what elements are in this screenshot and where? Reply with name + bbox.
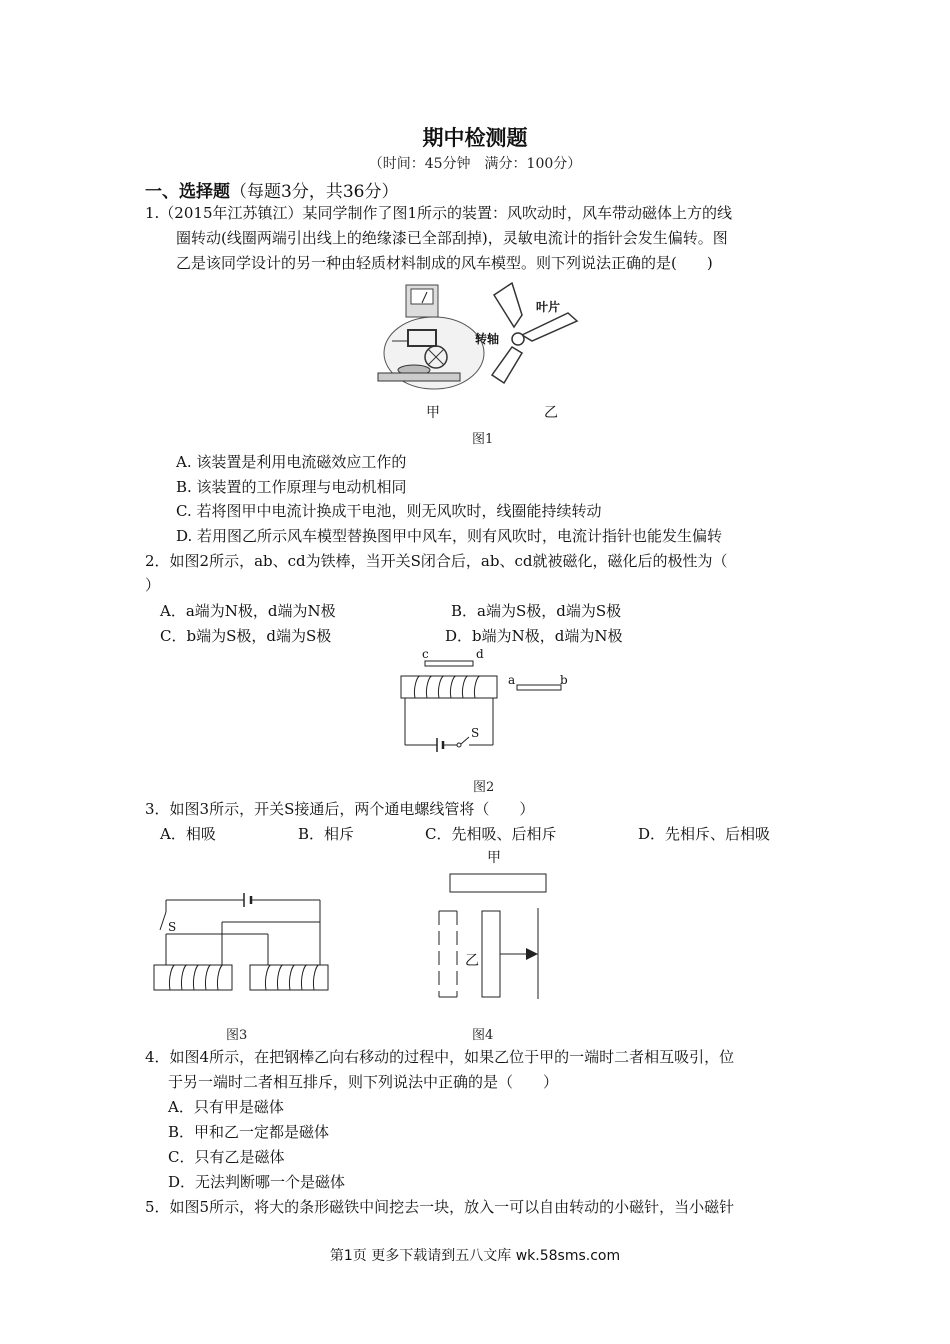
fig1-label-jia: 甲 <box>426 405 440 421</box>
fig1-label-yi: 乙 <box>544 405 558 421</box>
fig2-label-s: S <box>471 726 480 740</box>
fig2-label-d: d <box>476 647 484 661</box>
q4-option-b: B．甲和乙一定都是磁体 <box>168 1123 330 1141</box>
fig4-label-yi: 乙 <box>465 953 479 969</box>
fig1-blade-label: 叶片 <box>536 300 561 314</box>
q1-line1: 1.（2015年江苏镇江）某同学制作了图1所示的装置：风吹动时，风车带动磁体上方的线 <box>145 204 733 222</box>
q3-option-b: B．相斥 <box>298 825 355 843</box>
q4-line1: 4．如图4所示，在把钢棒乙向右移动的过程中，如果乙位于甲的一端时二者相互吸引，位 <box>145 1048 735 1066</box>
fig1-axle-label: 转轴 <box>475 332 500 346</box>
q2-option-c: C．b端为S极，d端为S极 <box>160 627 332 645</box>
q4-option-d: D．无法判断哪一个是磁体 <box>168 1173 346 1191</box>
q1-line3: 乙是该同学设计的另一种由轻质材料制成的风车模型。则下列说法正确的是( ) <box>176 254 713 272</box>
page-footer: 第1页 更多下载请到五八文库 wk.58sms.com <box>329 1248 621 1264</box>
q4-line2: 于另一端时二者相互排斥，则下列说法中正确的是（ ） <box>168 1073 559 1091</box>
q2-line2: ） <box>145 576 161 594</box>
q1-option-b: B. 该装置的工作原理与电动机相同 <box>176 478 407 496</box>
section-note: （每题3分，共36分） <box>230 182 399 202</box>
figure-2-caption: 图2 <box>473 780 495 795</box>
q2-option-a: A．a端为N极，d端为N极 <box>160 602 336 620</box>
q4-option-c: C．只有乙是磁体 <box>168 1148 285 1166</box>
fig2-label-c: c <box>422 647 429 661</box>
q1-option-c: C. 若将图甲中电流计换成干电池，则无风吹时，线圈能持续转动 <box>176 502 602 520</box>
q1-line2: 圈转动(线圈两端引出线上的绝缘漆已全部刮掉)，灵敏电流计的指针会发生偏转。图 <box>176 229 728 247</box>
figure-4-caption: 图4 <box>472 1028 494 1043</box>
figure-1-caption: 图1 <box>472 432 494 447</box>
figure-2-circuit <box>395 648 580 758</box>
figure-3-caption: 图3 <box>226 1028 248 1043</box>
q4-option-a: A．只有甲是磁体 <box>168 1098 284 1116</box>
q3-line1: 3．如图3所示，开关S接通后，两个通电螺线管将（ ） <box>145 800 535 818</box>
fig2-label-b: b <box>560 673 568 687</box>
q1-option-a: A. 该装置是利用电流磁效应工作的 <box>176 453 407 471</box>
figure-3-circuit <box>148 890 333 1000</box>
q1-option-d: D. 若用图乙所示风车模型替换图甲中风车，则有风吹时，电流计指针也能发生偏转 <box>176 527 723 545</box>
q3-option-a: A．相吸 <box>160 825 216 843</box>
q2-option-d: D．b端为N极，d端为N极 <box>445 627 623 645</box>
exam-info: （时间：45分钟 满分：100分） <box>368 156 582 172</box>
fig3-label-s: S <box>168 920 177 934</box>
fig4-label-jia: 甲 <box>487 850 501 866</box>
figure-4-diagram <box>430 868 555 1003</box>
page-title: 期中检测题 <box>422 125 528 150</box>
q5-line1: 5．如图5所示，将大的条形磁铁中间挖去一块，放入一可以自由转动的小磁针，当小磁针 <box>145 1198 735 1216</box>
q2-option-b: B．a端为S极，d端为S极 <box>451 602 622 620</box>
q2-line1: 2．如图2所示，ab、cd为铁棒，当开关S闭合后，ab、cd就被磁化，磁化后的极性为（ <box>145 552 728 570</box>
section-title: 一、选择题 <box>145 182 230 202</box>
section-heading <box>145 177 398 202</box>
fig2-label-a: a <box>508 673 516 687</box>
q3-option-d: D．先相斥、后相吸 <box>638 825 771 843</box>
q3-option-c: C．先相吸、后相斥 <box>425 825 557 843</box>
